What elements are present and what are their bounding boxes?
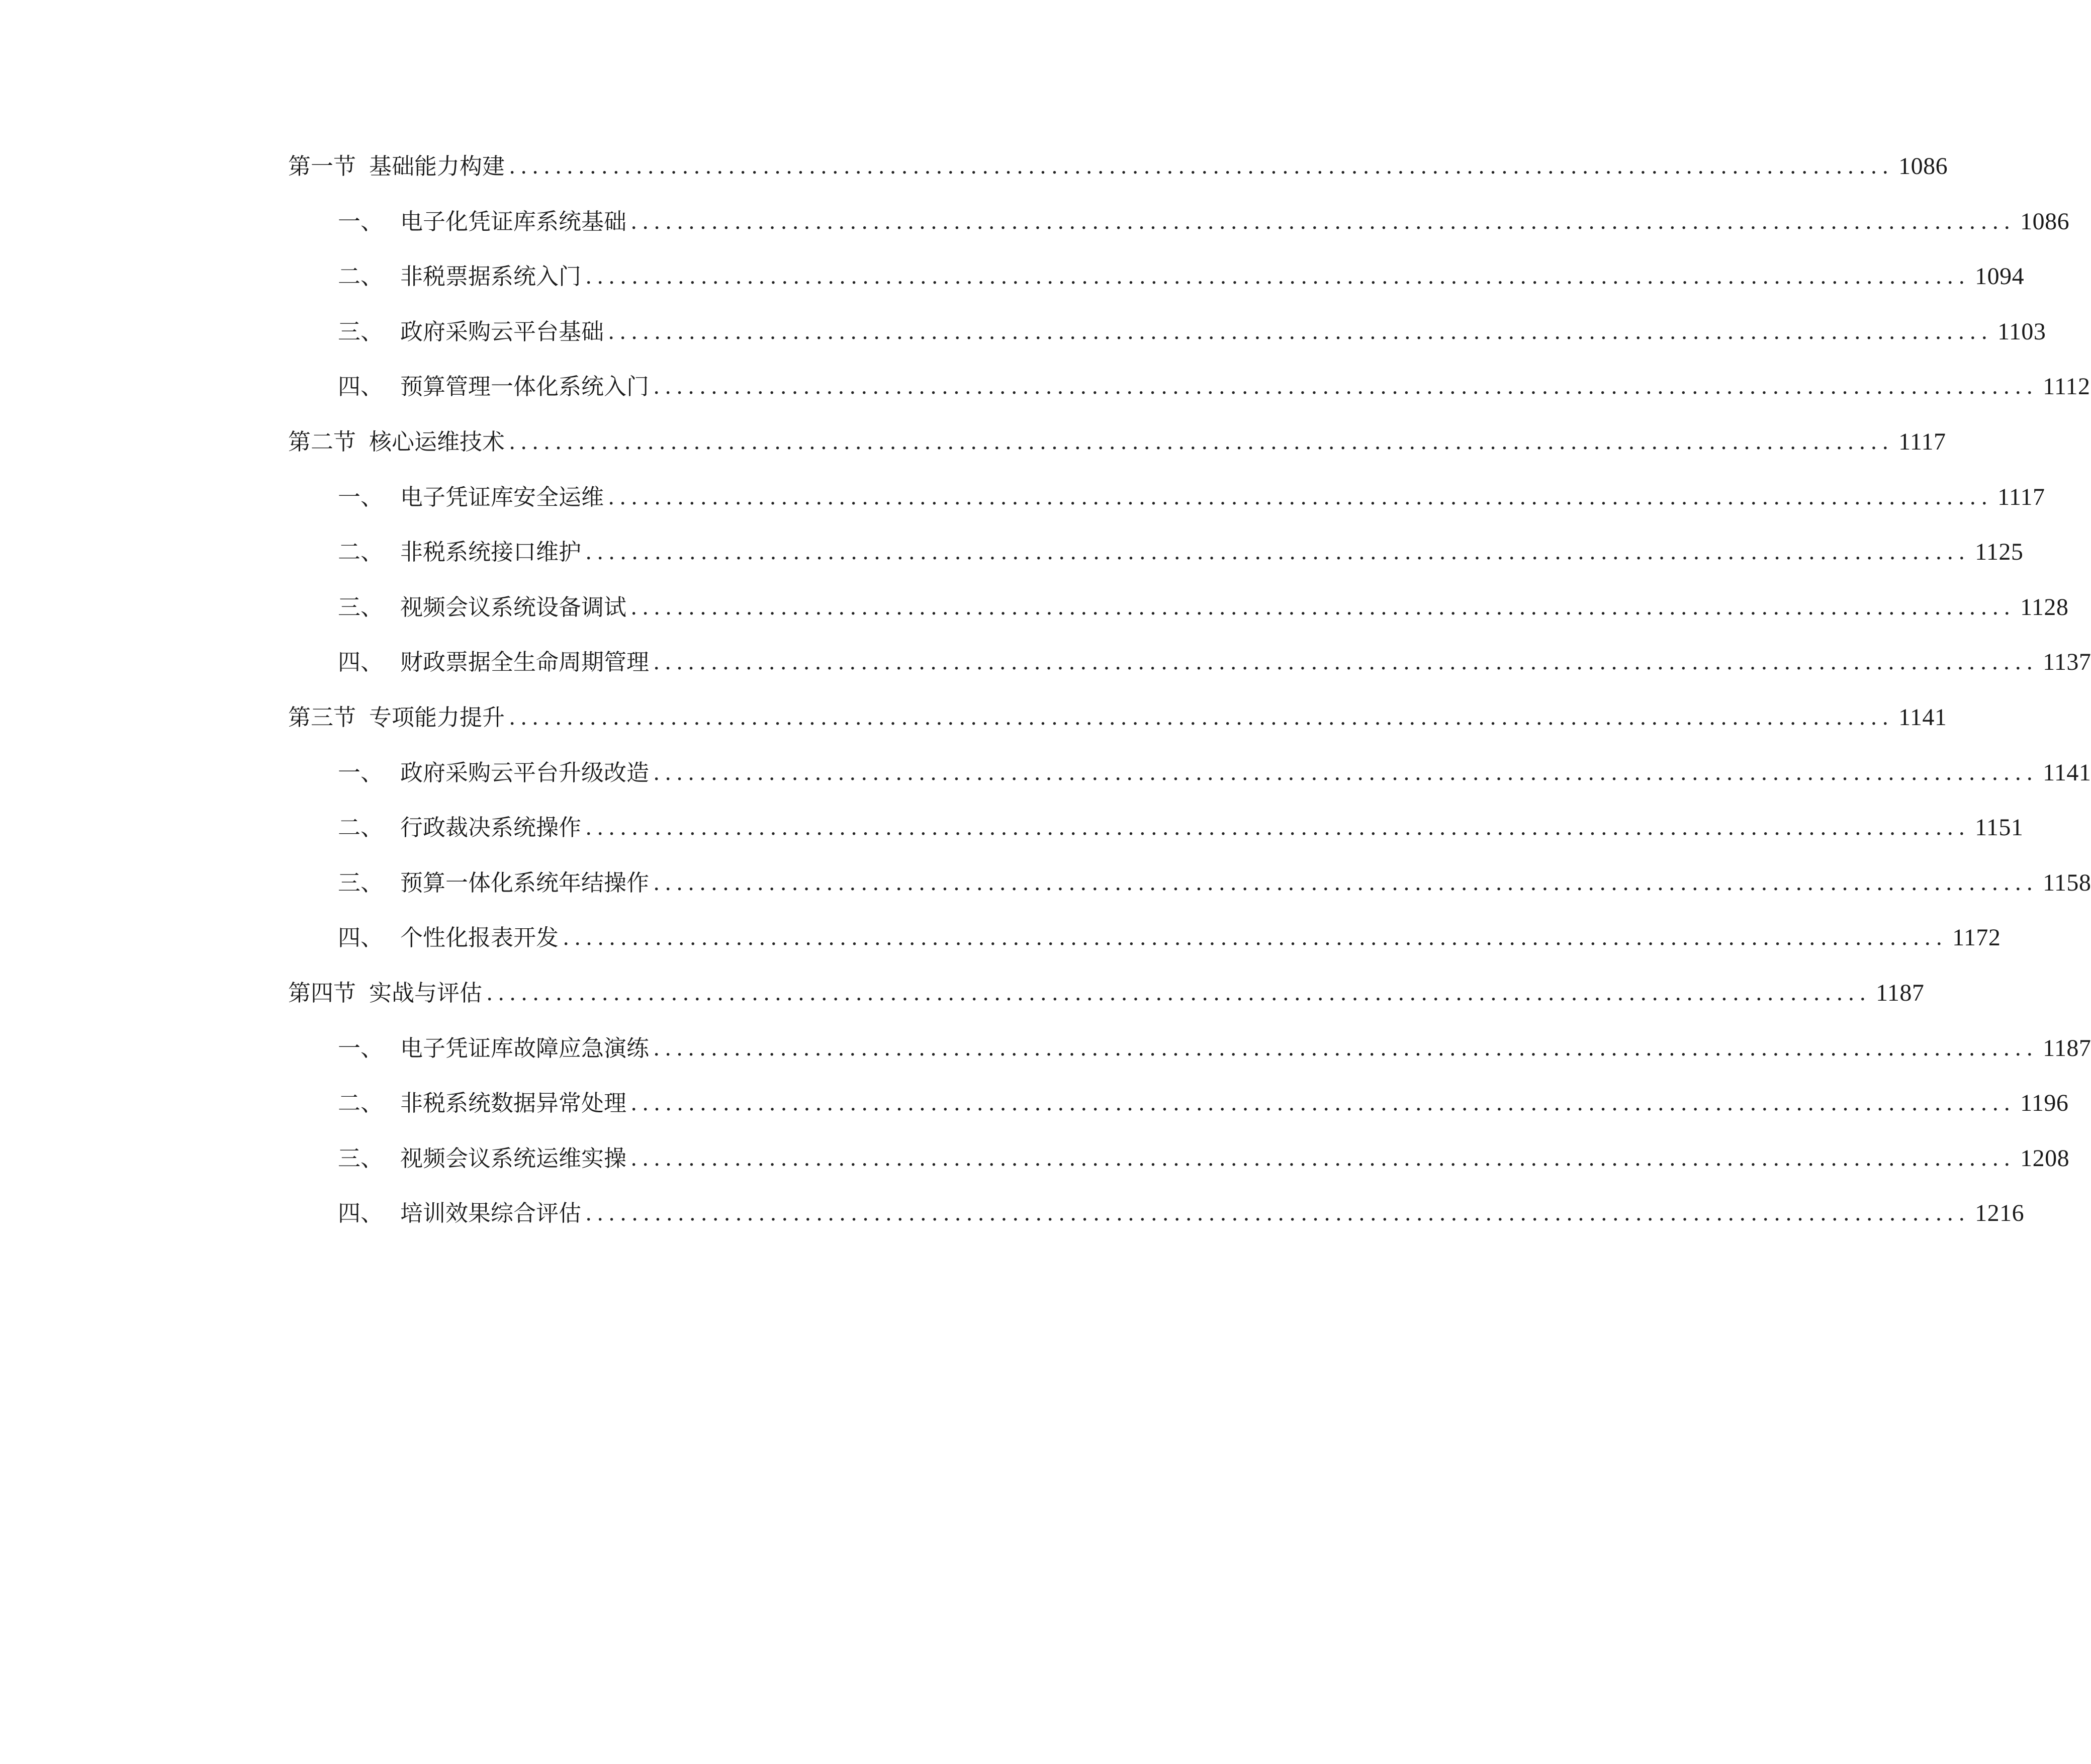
toc-item-entry[interactable] xyxy=(338,535,2024,570)
toc-page-number: 1125 xyxy=(1975,539,2024,566)
toc-page-number: 1117 xyxy=(1997,483,2045,510)
toc-entry-number: 第三节 xyxy=(288,704,356,731)
toc-item-entry[interactable] xyxy=(338,645,2091,680)
toc-entry-number: 二、 xyxy=(338,1090,384,1117)
toc-entry-label xyxy=(338,645,649,680)
toc-entry-title: 财政票据全生命周期管理 xyxy=(400,649,650,676)
toc-entry-label xyxy=(288,424,505,460)
toc-dot-leader: ........................................................................................................................ xyxy=(509,154,1894,179)
toc-page-number: 1117 xyxy=(1898,428,1946,455)
toc-entry-title: 基础能力构建 xyxy=(369,153,505,180)
toc-entry-number: 一、 xyxy=(338,1034,384,1062)
toc-entry-label xyxy=(338,259,581,294)
toc-entry-number: 三、 xyxy=(338,318,384,345)
toc-entry-label xyxy=(338,314,604,349)
toc-entry-title: 视频会议系统运维实操 xyxy=(400,1144,627,1172)
toc-item-entry[interactable] xyxy=(338,314,2046,349)
toc-page-number: 1141 xyxy=(1898,704,1947,731)
toc-entry-title: 电子凭证库安全运维 xyxy=(400,483,604,510)
toc-item-entry[interactable] xyxy=(338,204,2070,239)
toc-entry-number: 第二节 xyxy=(288,428,356,455)
toc-page-number: 1196 xyxy=(2020,1090,2069,1117)
toc-item-entry[interactable] xyxy=(338,1141,2070,1176)
toc-page-number: 1187 xyxy=(2043,1034,2091,1062)
toc-entry-number: 一、 xyxy=(338,759,384,786)
toc-dot-leader: ........................................................................................................................ xyxy=(585,264,1970,289)
toc-section-entry[interactable] xyxy=(288,424,1946,460)
toc-entry-title: 视频会议系统设备调试 xyxy=(400,593,627,621)
toc-item-entry[interactable] xyxy=(338,1086,2069,1121)
toc-entry-label xyxy=(338,755,649,790)
toc-entry-label xyxy=(338,535,581,570)
toc-entry-title: 培训效果综合评估 xyxy=(400,1200,582,1227)
toc-page-number: 1086 xyxy=(1898,153,1948,180)
toc-section-entry[interactable] xyxy=(288,976,1925,1011)
toc-dot-leader: ........................................................................................................................ xyxy=(630,1145,2016,1171)
toc-entry-number: 四、 xyxy=(338,373,384,400)
toc-entry-label xyxy=(338,369,649,404)
toc-entry-title: 专项能力提升 xyxy=(369,704,505,731)
toc-entry-number: 二、 xyxy=(338,539,384,566)
toc-page-number: 1151 xyxy=(1975,814,2024,841)
toc-dot-leader: ........................................................................................................................ xyxy=(608,319,1993,344)
toc-dot-leader: ........................................................................................................................ xyxy=(653,760,2038,785)
toc-entry-label xyxy=(288,149,505,184)
toc-entry-number: 第四节 xyxy=(288,980,356,1006)
toc-entry-label xyxy=(338,865,649,901)
toc-page-number: 1187 xyxy=(1876,980,1925,1006)
toc-entry-label xyxy=(338,590,626,625)
toc-entry-label xyxy=(288,976,482,1011)
toc-entry-number: 三、 xyxy=(338,869,384,896)
toc-entry-label xyxy=(338,810,581,845)
toc-section-entry[interactable] xyxy=(288,149,1948,184)
toc-page-number: 1141 xyxy=(2043,759,2091,786)
toc-page-number: 1137 xyxy=(2043,649,2091,676)
toc-entry-title: 电子凭证库故障应急演练 xyxy=(400,1034,650,1062)
toc-entry-title: 个性化报表开发 xyxy=(400,924,559,951)
toc-item-entry[interactable] xyxy=(338,1031,2091,1066)
toc-entry-number: 二、 xyxy=(338,814,384,841)
toc-section-entry[interactable] xyxy=(288,700,1947,735)
toc-entry-title: 行政裁决系统操作 xyxy=(400,814,582,841)
toc-item-entry[interactable] xyxy=(338,755,2091,790)
toc-page-number: 1208 xyxy=(2020,1144,2070,1172)
toc-entry-number: 三、 xyxy=(338,1144,384,1172)
toc-entry-number: 三、 xyxy=(338,593,384,621)
toc-entry-title: 非税系统数据异常处理 xyxy=(400,1090,627,1117)
toc-dot-leader: ........................................................................................................................ xyxy=(653,650,2038,675)
toc-page-number: 1158 xyxy=(2043,869,2091,896)
toc-dot-leader: ........................................................................................................................ xyxy=(653,870,2038,895)
toc-page-number: 1112 xyxy=(2043,373,2090,400)
toc-item-entry[interactable] xyxy=(338,369,2090,404)
toc-entry-title: 电子化凭证库系统基础 xyxy=(400,208,627,235)
toc-page-number: 1086 xyxy=(2020,208,2070,235)
toc-entry-number: 一、 xyxy=(338,483,384,510)
toc-entry-title: 非税票据系统入门 xyxy=(400,263,582,290)
toc-entry-number: 第一节 xyxy=(288,153,356,180)
toc-entry-title: 实战与评估 xyxy=(369,980,483,1006)
toc-dot-leader: ........................................................................................................................ xyxy=(608,484,1993,509)
toc-page-number: 1172 xyxy=(1952,924,2001,951)
toc-entry-label xyxy=(288,700,505,735)
toc-entry-number: 四、 xyxy=(338,1200,384,1227)
toc-entry-title: 核心运维技术 xyxy=(369,428,505,455)
toc-dot-leader: ........................................................................................................................ xyxy=(509,429,1894,454)
toc-dot-leader: ........................................................................................................................ xyxy=(653,374,2038,399)
toc-dot-leader: ........................................................................................................................ xyxy=(486,981,1871,1005)
toc-entry-label xyxy=(338,920,559,955)
toc-entry-number: 二、 xyxy=(338,263,384,290)
toc-entry-label xyxy=(338,1141,626,1176)
toc-entry-label xyxy=(338,1031,649,1066)
toc-dot-leader: ........................................................................................................................ xyxy=(563,925,1948,950)
toc-item-entry[interactable] xyxy=(338,920,2001,955)
toc-dot-leader: ........................................................................................................................ xyxy=(630,1091,2016,1116)
toc-entry-label xyxy=(338,1086,626,1121)
toc-entry-number: 四、 xyxy=(338,649,384,676)
toc-dot-leader: ........................................................................................................................ xyxy=(585,540,1970,565)
toc-entry-number: 一、 xyxy=(338,208,384,235)
toc-dot-leader: ........................................................................................................................ xyxy=(585,1201,1970,1226)
toc-entry-title: 政府采购云平台升级改造 xyxy=(400,759,650,786)
toc-dot-leader: ........................................................................................................................ xyxy=(630,209,2016,234)
toc-page-number: 1103 xyxy=(1997,318,2046,345)
toc-item-entry[interactable] xyxy=(338,1196,2025,1231)
toc-dot-leader: ........................................................................................................................ xyxy=(585,815,1970,840)
toc-item-entry[interactable] xyxy=(338,590,2069,625)
toc-item-entry[interactable] xyxy=(338,259,2025,294)
toc-dot-leader: ........................................................................................................................ xyxy=(630,594,2016,620)
toc-item-entry[interactable] xyxy=(338,810,2024,845)
toc-item-entry[interactable] xyxy=(338,480,2045,515)
toc-dot-leader: ........................................................................................................................ xyxy=(509,705,1894,730)
toc-entry-title: 预算一体化系统年结操作 xyxy=(400,869,650,896)
toc-page-number: 1094 xyxy=(1975,263,2025,290)
toc-entry-label xyxy=(338,1196,581,1231)
toc-dot-leader: ........................................................................................................................ xyxy=(653,1035,2038,1061)
toc-entry-number: 四、 xyxy=(338,924,384,951)
toc-item-entry[interactable] xyxy=(338,865,2091,901)
toc-entry-label xyxy=(338,480,604,515)
toc-entry-label xyxy=(338,204,626,239)
toc-entry-title: 政府采购云平台基础 xyxy=(400,318,604,345)
toc-page-number: 1216 xyxy=(1975,1200,2025,1227)
toc-page-number: 1128 xyxy=(2020,593,2069,621)
toc-entry-title: 预算管理一体化系统入门 xyxy=(400,373,650,400)
toc-entry-title: 非税系统接口维护 xyxy=(400,539,582,566)
